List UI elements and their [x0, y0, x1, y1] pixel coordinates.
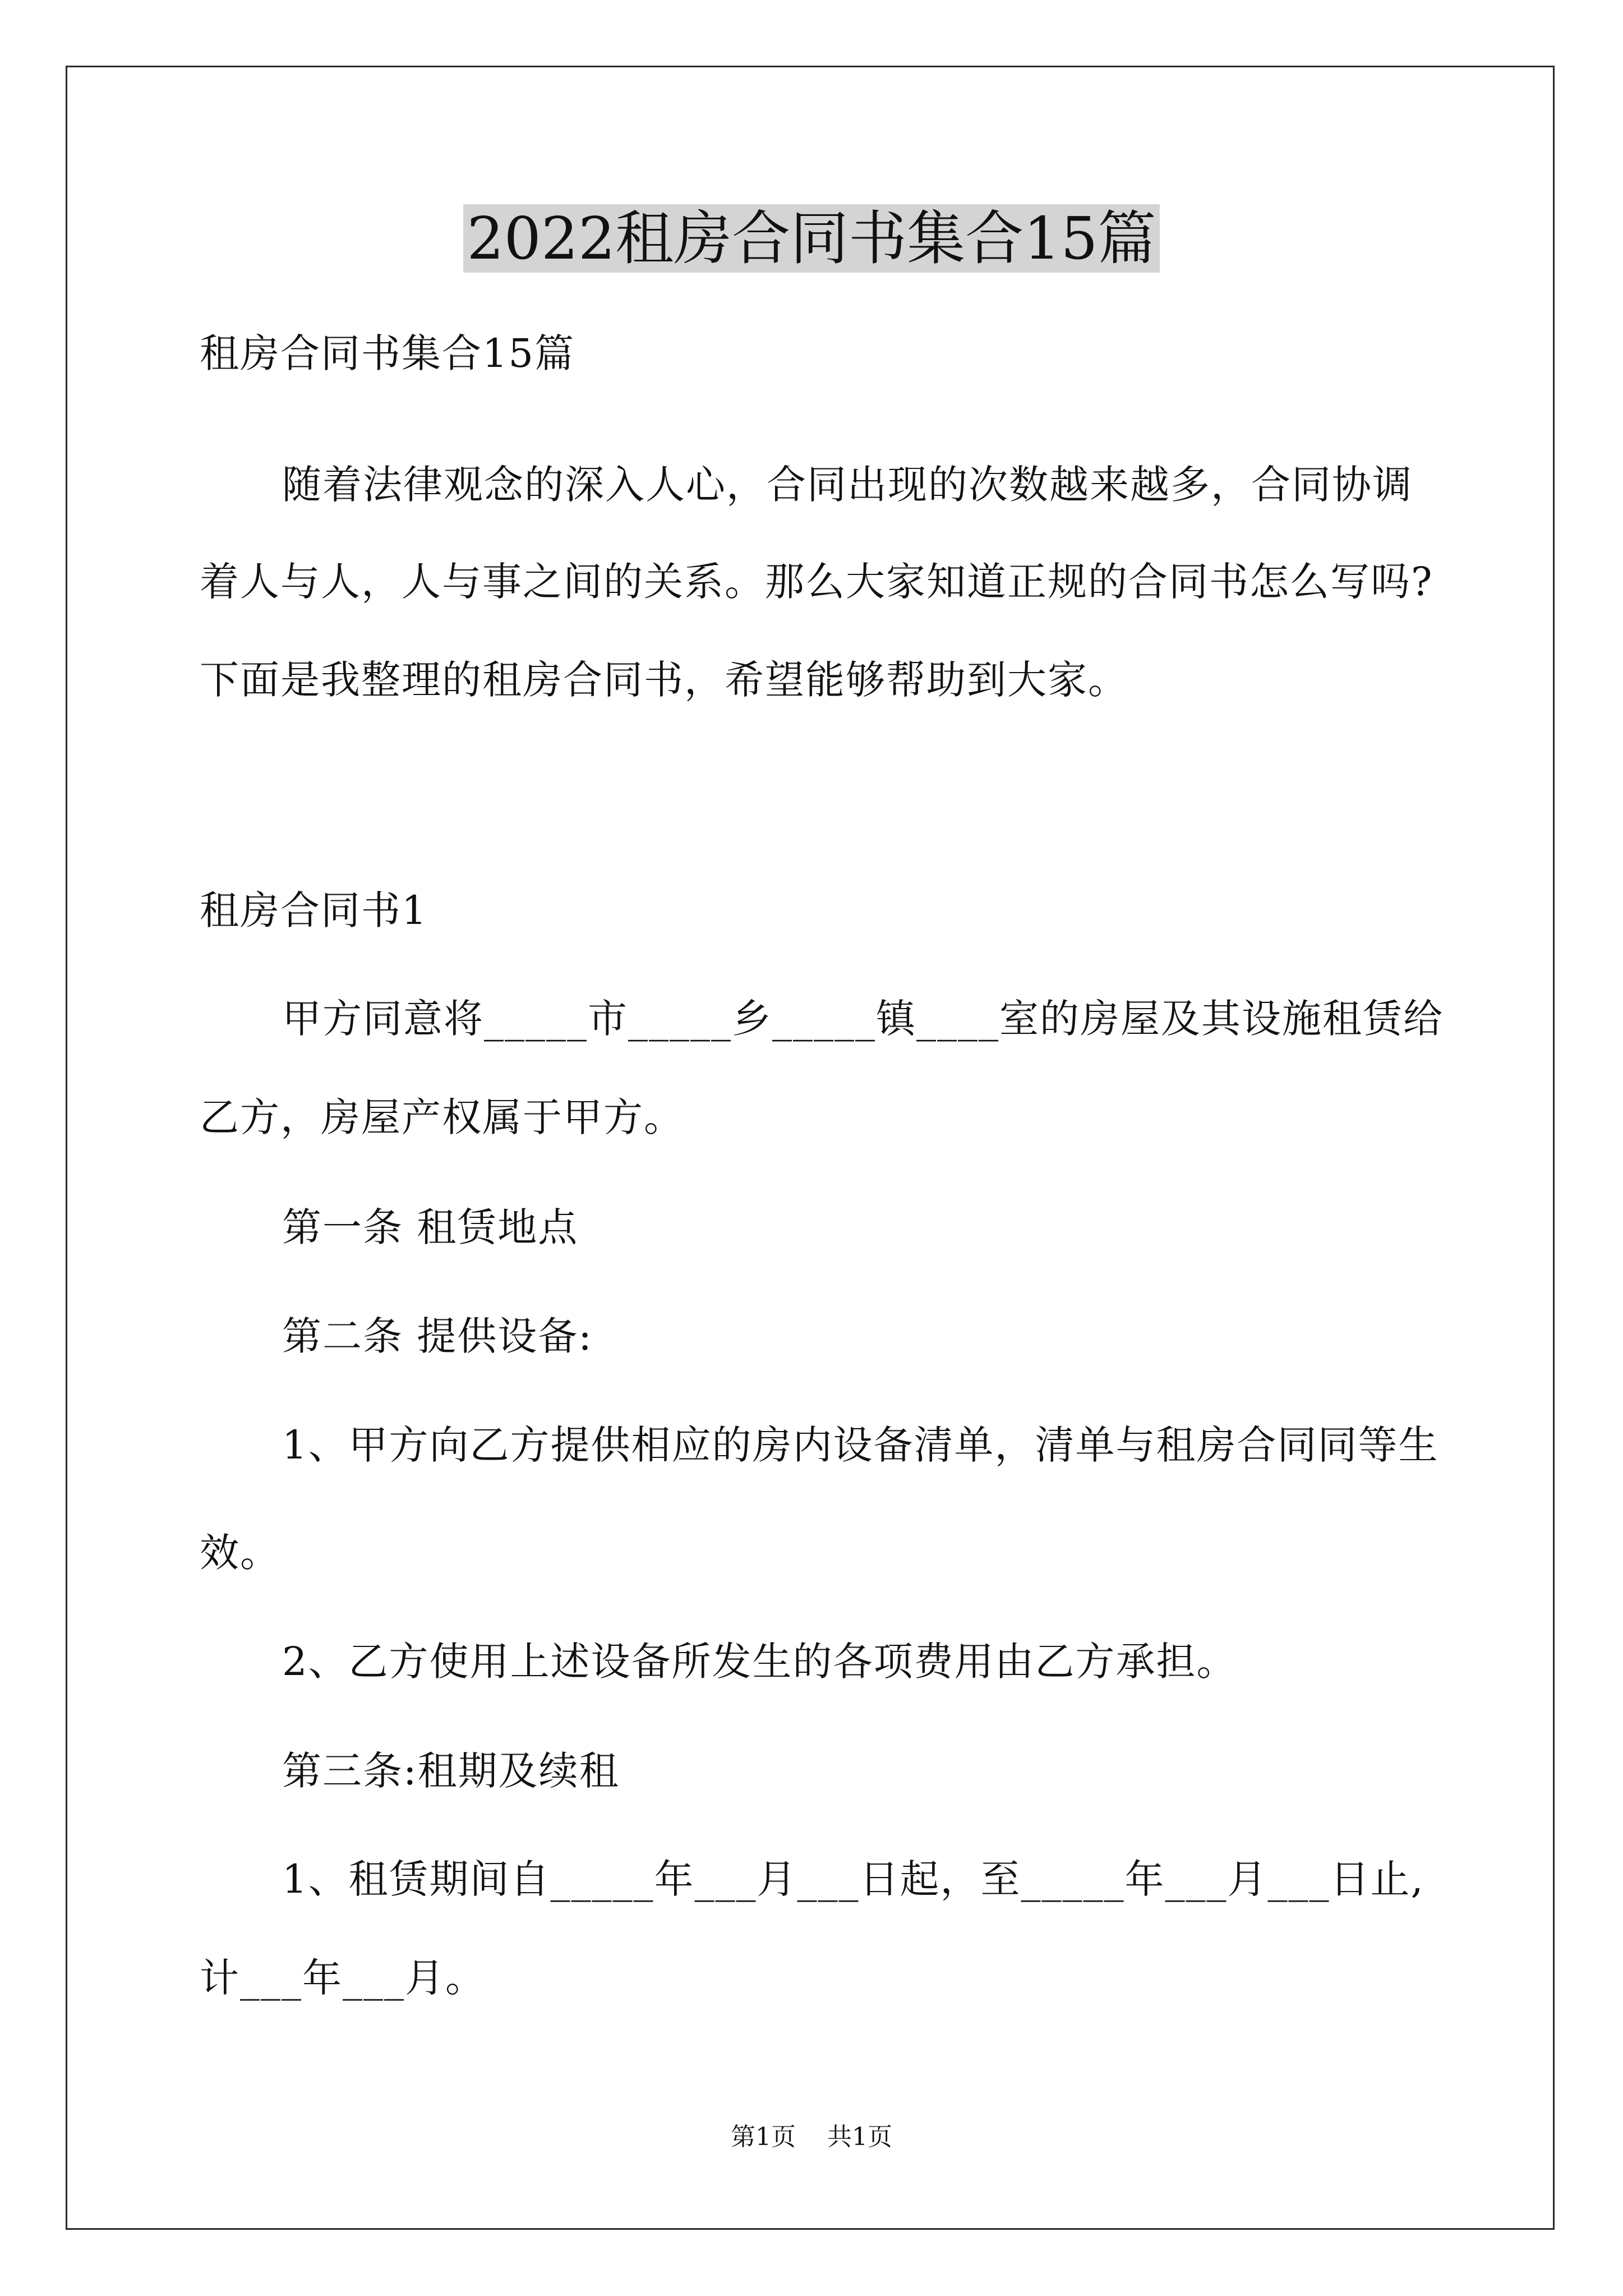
section-heading: 租房合同书1	[200, 887, 428, 933]
body-line-7: 2、乙方使用上述设备所发生的各项费用由乙方承担。	[282, 1639, 1237, 1685]
page-footer	[0, 2120, 1623, 2154]
body-line-2: 乙方，房屋产权属于甲方。	[200, 1094, 684, 1140]
page-total: 共1页	[827, 2123, 892, 2151]
body-line-5: 1、甲方向乙方提供相应的房内设备清单，清单与租房合同同等生	[282, 1422, 1439, 1468]
intro-line-3: 下面是我整理的租房合同书，希望能够帮助到大家。	[200, 657, 1128, 703]
document-title: 2022租房合同书集合15篇	[0, 199, 1623, 278]
page-number: 第1页	[731, 2123, 796, 2151]
document-subtitle: 租房合同书集合15篇	[200, 330, 575, 376]
body-line-1: 甲方同意将_____市_____乡_____镇____室的房屋及其设施租赁给	[282, 996, 1444, 1042]
article-2-heading: 第二条 提供设备:	[282, 1313, 593, 1359]
body-line-10: 计___年___月。	[200, 1955, 486, 2001]
intro-line-2: 着人与人，人与事之间的关系。那么大家知道正规的合同书怎么写吗?	[200, 559, 1433, 605]
article-3-heading: 第三条:租期及续租	[282, 1748, 620, 1794]
body-line-9: 1、租赁期间自_____年___月___日起，至_____年___月___日止,	[282, 1856, 1424, 1902]
intro-line-1: 随着法律观念的深入人心，合同出现的次数越来越多，合同协调	[282, 462, 1413, 508]
article-1-heading: 第一条 租赁地点	[282, 1204, 579, 1250]
body-line-6: 效。	[200, 1530, 280, 1576]
